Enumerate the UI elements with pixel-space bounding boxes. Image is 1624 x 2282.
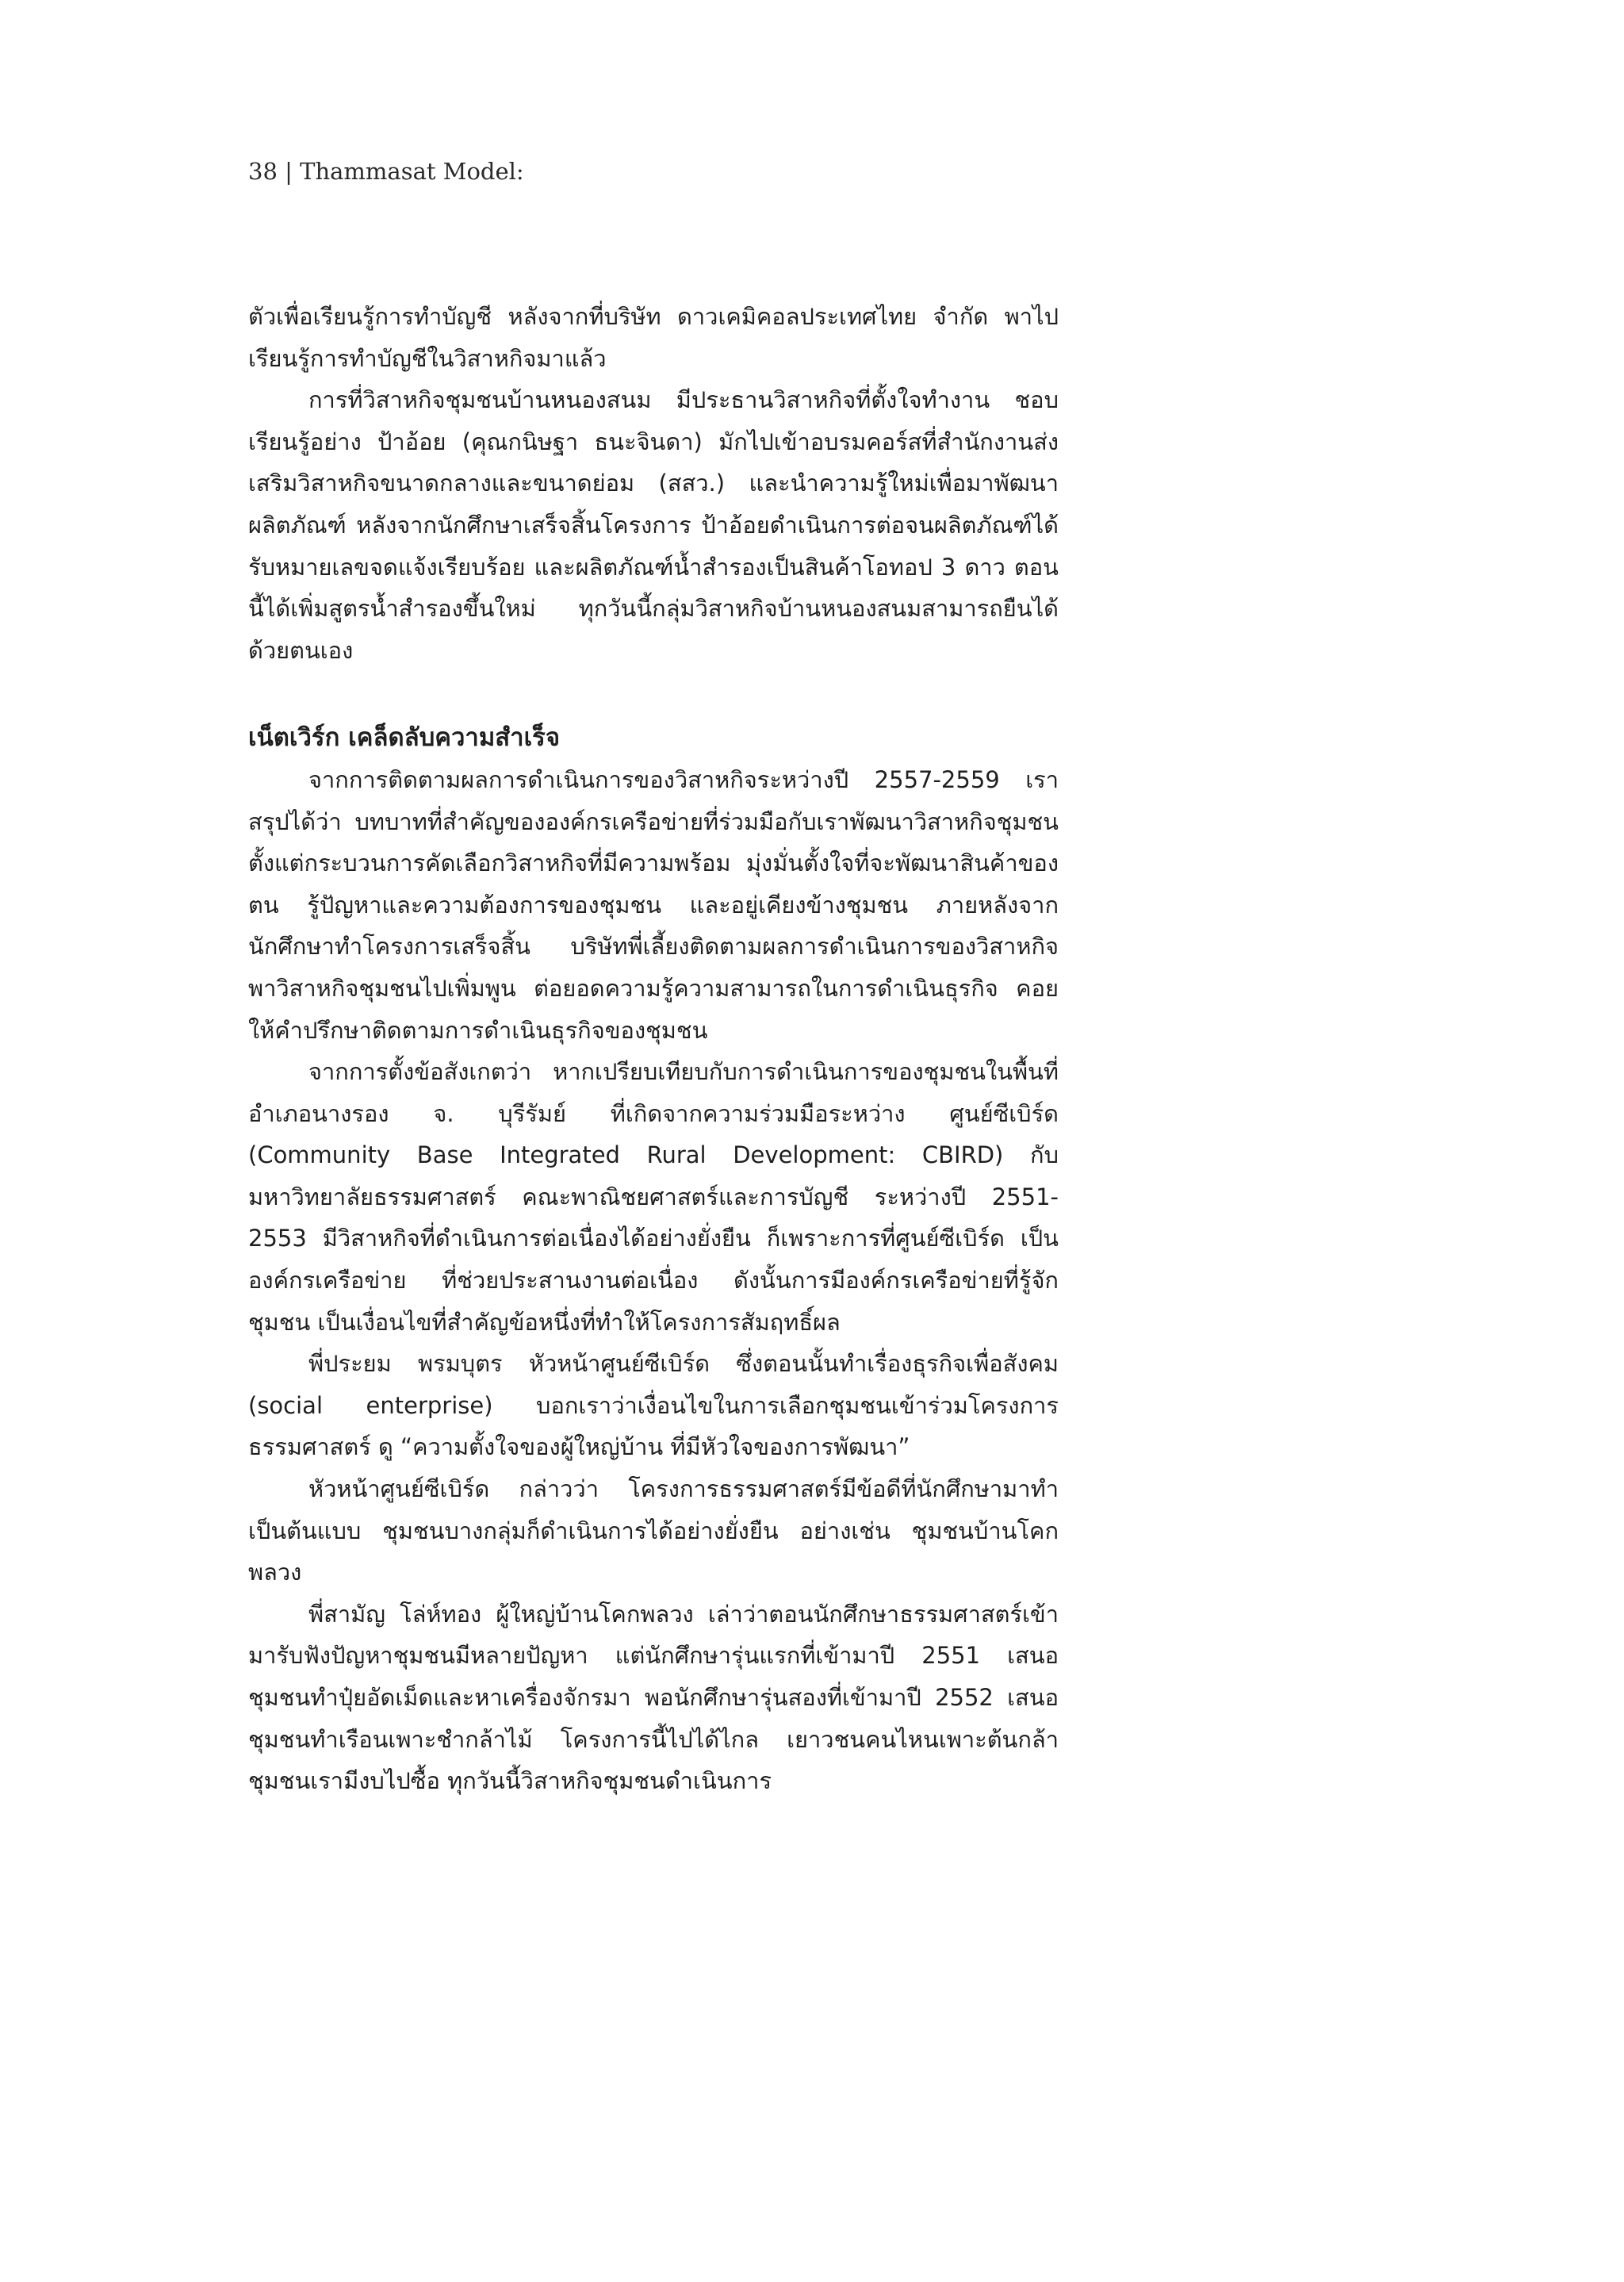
paragraph: หัวหน้าศูนย์ซีเบิร์ด กล่าวว่า โครงการธรรมศาสตร์มีข้อดีที่นักศึกษามาทำเป็นต้นแบบ ชุมชนบางกลุ่มก็ดำเนินการได้อย่างยั่งยืน อย่างเช่น ชุมชนบ้านโคกพลวง: [248, 1475, 1059, 1586]
page-number: 38: [248, 158, 278, 185]
paragraph: จากการติดตามผลการดำเนินการของวิสาหกิจระหว่างปี 2557-2559 เราสรุปได้ว่า บทบาทที่สำคัญขององค์กรเครือข่ายที่ร่วมมือกับเราพัฒนาวิสาหกิจชุมชน ตั้งแต่กระบวนการคัดเลือกวิสาหกิจที่มีความพร้อม มุ่งมั่นตั้งใจที่จะพัฒนาสินค้าของตน รู้ปัญหาและความต้องการของชุมชน และอยู่เคียงข้างชุมชน ภายหลังจากนักศึกษาทำโครงการเสร็จสิ้น บริษัทพี่เลี้ยงติดตามผลการดำเนินการของวิสาหกิจ พาวิสาหกิจชุมชนไปเพิ่มพูน ต่อยอดความรู้ความสามารถในการดำเนินธุรกิจ คอยให้คำปรึกษาติดตามการดำเนินธุรกิจของชุมชน: [248, 765, 1059, 1044]
section-heading: เน็ตเวิร์ก เคล็ดลับความสำเร็จ: [248, 723, 560, 753]
paragraph: การที่วิสาหกิจชุมชนบ้านหนองสนม มีประธานวิสาหกิจที่ตั้งใจทำงาน ชอบเรียนรู้อย่าง ป้าอ้อย (คุณกนิษฐา ธนะจินดา) มักไปเข้าอบรมคอร์สที่สำนักงานส่งเสริมวิสาหกิจขนาดกลางและขนาดย่อม (สสว.) และนำความรู้ใหม่เพื่อมาพัฒนาผลิตภัณฑ์ หลังจากนักศึกษาเสร็จสิ้นโครงการ ป้าอ้อยดำเนินการต่อจนผลิตภัณฑ์ได้รับหมายเลขจดแจ้งเรียบร้อย และผลิตภัณฑ์น้ำสำรองเป็นสินค้าโอทอป 3 ดาว ตอนนี้ได้เพิ่มสูตรน้ำสำรองขึ้นใหม่ ทุกวันนี้กลุ่มวิสาหกิจบ้านหนองสนมสามารถยืนได้ด้วยตนเอง: [248, 386, 1059, 664]
paragraph: ตัวเพื่อเรียนรู้การทำบัญชี หลังจากที่บริษัท ดาวเคมิคอลประเทศไทย จำกัด พาไปเรียนรู้การทำบัญชีในวิสาหกิจมาแล้ว: [248, 303, 1059, 372]
section-spacer: [248, 671, 1059, 717]
paragraph: พี่สามัญ โล่ห์ทอง ผู้ใหญ่บ้านโคกพลวง เล่าว่าตอนนักศึกษาธรรมศาสตร์เข้ามารับฟังปัญหาชุมชนมีหลายปัญหา แต่นักศึกษารุ่นแรกที่เข้ามาปี 2551 เสนอชุมชนทำปุ๋ยอัดเม็ดและหาเครื่องจักรมา พอนักศึกษารุ่นสองที่เข้ามาปี 2552 เสนอชุมชนทำเรือนเพาะชำกล้าไม้ โครงการนี้ไปได้ไกล เยาวชนคนไหนเพาะต้นกล้า ชุมชนเรามีงบไปซื้อ ทุกวันนี้วิสาหกิจชุมชนดำเนินการ: [248, 1600, 1059, 1795]
paragraph: จากการตั้งข้อสังเกตว่า หากเปรียบเทียบกับการดำเนินการของชุมชนในพื้นที่อำเภอนางรอง จ. บุรีรัมย์ ที่เกิดจากความร่วมมือระหว่าง ศูนย์ซีเบิร์ด (Community Base Integrated Rural Development: CBIRD) กับมหาวิทยาลัยธรรมศาสตร์ คณะพาณิชยศาสตร์และการบัญชี ระหว่างปี 2551-2553 มีวิสาหกิจที่ดำเนินการต่อเนื่องได้อย่างยั่งยืน ก็เพราะการที่ศูนย์ซีเบิร์ด เป็นองค์กรเครือข่าย ที่ช่วยประสานงานต่อเนื่อง ดังนั้นการมีองค์กรเครือข่ายที่รู้จักชุมชน เป็นเงื่อนไขที่สำคัญข้อหนึ่งที่ทำให้โครงการสัมฤทธิ์ผล: [248, 1058, 1059, 1336]
body-text: [248, 296, 1059, 1802]
header-separator: |: [285, 158, 293, 185]
running-title: Thammasat Model:: [300, 158, 524, 185]
paragraph: พี่ประยม พรมบุตร หัวหน้าศูนย์ซีเบิร์ด ซึ่งตอนนั้นทำเรื่องธุรกิจเพื่อสังคม (social enterprise) บอกเราว่าเงื่อนไขในการเลือกชุมชนเข้าร่วมโครงการธรรมศาสตร์ ดู “ความตั้งใจของผู้ใหญ่บ้าน ที่มีหัวใจของการพัฒนา”: [248, 1350, 1059, 1461]
running-header: [248, 155, 524, 187]
